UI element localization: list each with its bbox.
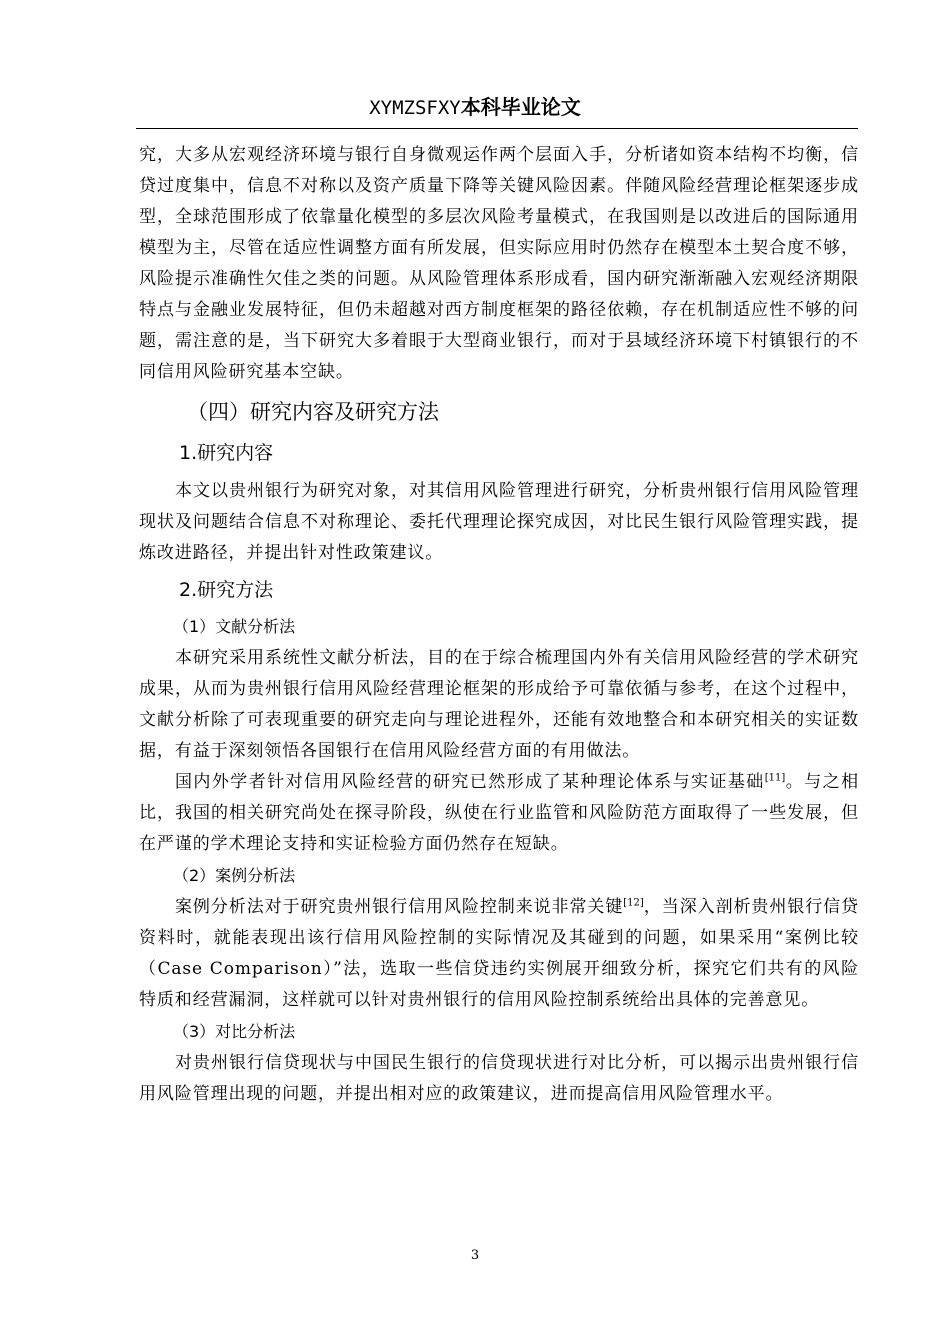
paragraph-case-text-b: ，当深入剖析贵州银行信贷资料时，就能表现出该行信用风险控制的实际情况及其碰到的问题，如果采用“案例比较（Case Comparison）”法，选取一些信贷违约实例展开细致分析，探究它们共有的风险特质和经营漏洞，这样就可以针对贵州银行的信用风险控制系统给出具体的完善意见。 (139, 897, 859, 1010)
citation-11: [11] (764, 772, 786, 784)
paragraph-case-text-a: 案例分析法对于研究贵州银行信用风险控制来说非常关键 (175, 897, 624, 917)
header-title: 本科毕业论文 (460, 95, 581, 119)
paragraph-intro: 究，大多从宏观经济环境与银行自身微观运作两个层面入手，分析诸如资本结构不均衡，信贷过度集中，信息不对称以及资产质量下降等关键风险因素。伴随风险经营理论框架逐步成型，全球范围形成了依靠量化模型的多层次风险考量模式，在我国则是以改进后的国际通用模型为主，尽管在适应性调整方面有所发展，但实际应用时仍然存在模型本土契合度不够，风险提示准确性欠佳之类的问题。从风险管理体系形成看，国内研究渐渐融入宏观经济期限特点与金融业发展特征，但仍未超越对西方制度框架的路径依赖，存在机制适应性不够的问题，需注意的是，当下研究大多着眼于大型商业银行，而对于县域经济环境下村镇银行的不同信用风险研究基本空缺。 (139, 145, 859, 382)
paragraph-case-analysis (139, 892, 859, 1016)
header-rule (136, 128, 858, 129)
paragraph-literature-1: 本研究采用系统性文献分析法，目的在于综合梳理国内外有关信用风险经营的学术研究成果，从而为贵州银行信用风险经营理论框架的形成给予可靠依循与参考，在这个过程中，文献分析除了可表现重要的研究走向与理论进程外，还能有效地整合和本研究相关的实证数据，有益于深刻领悟各国银行在信用风险经营方面的有用做法。 (139, 648, 859, 761)
section-heading-4: （四）研究内容及研究方法 (187, 400, 439, 424)
citation-12: [12] (623, 897, 644, 909)
header-code: XYMZSFXY (369, 97, 461, 119)
page-body (139, 140, 859, 1110)
method-heading-case: （2）案例分析法 (173, 866, 296, 885)
page-header (0, 94, 950, 121)
paragraph-literature-2-text-a: 国内外学者针对信用风险经营的研究已然形成了某种理论体系与实证基础 (175, 772, 765, 792)
paragraph-research-content: 本文以贵州银行为研究对象，对其信用风险管理进行研究，分析贵州银行信用风险管理现状及问题结合信息不对称理论、委托代理理论探究成因，对比民生银行风险管理实践，提炼改进路径，并提出针对性政策建议。 (139, 481, 859, 563)
subheading-research-content: 1.研究内容 (179, 442, 274, 464)
paragraph-literature-2 (139, 767, 859, 860)
subheading-research-methods: 2.研究方法 (179, 579, 274, 601)
paragraph-literature-2-text-b: 。与之相比，我国的相关研究尚处在探寻阶段，纵使在行业监管和风险防范方面取得了一些发展，但在严谨的学术理论支持和实证检验方面仍然存在短缺。 (139, 772, 859, 854)
method-heading-comparison: （3）对比分析法 (173, 1022, 296, 1041)
method-heading-literature: （1）文献分析法 (173, 617, 296, 636)
page-number: 3 (470, 1248, 480, 1263)
paragraph-comparison: 对贵州银行信贷现状与中国民生银行的信贷现状进行对比分析，可以揭示出贵州银行信用风险管理出现的问题，并提出相对应的政策建议，进而提高信用风险管理水平。 (139, 1053, 859, 1104)
